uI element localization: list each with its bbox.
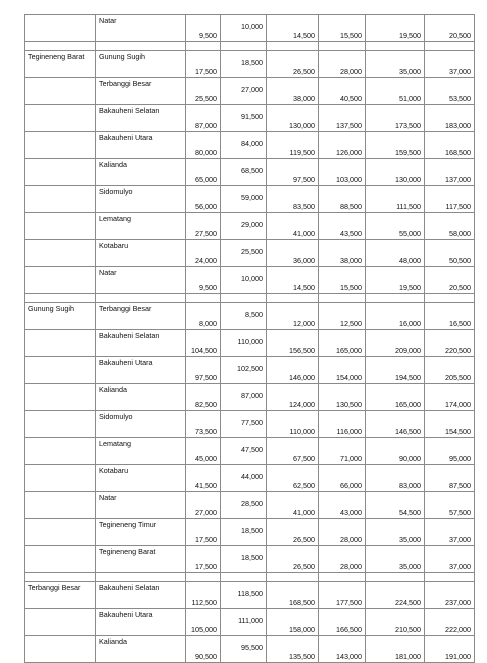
spacer-cell <box>25 294 96 303</box>
tariff-value-class-1: 104,500 <box>186 330 221 357</box>
tariff-value-class-4: 15,500 <box>319 15 366 42</box>
tariff-value-class-3: 26,500 <box>267 546 319 573</box>
destination-gate-cell: Tegineneng Timur <box>96 519 186 546</box>
tariff-value-class-4: 137,500 <box>319 105 366 132</box>
tariff-value-class-5: 48,000 <box>366 240 425 267</box>
tariff-value-class-2: 18,500 <box>221 51 267 78</box>
tariff-value-class-4: 40,500 <box>319 78 366 105</box>
spacer-cell <box>221 42 267 51</box>
origin-gate-cell <box>25 438 96 465</box>
tariff-value-class-1: 24,000 <box>186 240 221 267</box>
destination-gate-cell: Sidomulyo <box>96 411 186 438</box>
tariff-value-class-4: 43,000 <box>319 492 366 519</box>
tariff-value-class-4: 43,500 <box>319 213 366 240</box>
tariff-row <box>25 384 475 411</box>
tariff-value-class-4: 126,000 <box>319 132 366 159</box>
tariff-row <box>25 357 475 384</box>
spacer-cell <box>267 42 319 51</box>
tariff-value-class-1: 17,500 <box>186 546 221 573</box>
tariff-value-class-1: 56,000 <box>186 186 221 213</box>
spacer-cell <box>267 294 319 303</box>
tariff-row <box>25 303 475 330</box>
tariff-value-class-1: 65,000 <box>186 159 221 186</box>
section-spacer-row <box>25 42 475 51</box>
tariff-value-class-4: 130,500 <box>319 384 366 411</box>
tariff-value-class-5: 159,500 <box>366 132 425 159</box>
destination-gate-cell: Sidomulyo <box>96 186 186 213</box>
spacer-cell <box>186 573 221 582</box>
origin-gate-cell: Terbanggi Besar <box>25 582 96 609</box>
tariff-row <box>25 78 475 105</box>
tariff-value-class-6: 57,500 <box>425 492 475 519</box>
tariff-value-class-3: 135,500 <box>267 636 319 663</box>
tariff-value-class-4: 71,000 <box>319 438 366 465</box>
tariff-value-class-6: 183,000 <box>425 105 475 132</box>
tariff-value-class-2: 87,000 <box>221 384 267 411</box>
tariff-value-class-5: 181,000 <box>366 636 425 663</box>
destination-gate-cell: Kalianda <box>96 159 186 186</box>
tariff-value-class-6: 37,000 <box>425 546 475 573</box>
spacer-cell <box>25 42 96 51</box>
tariff-row <box>25 582 475 609</box>
tariff-row <box>25 492 475 519</box>
tariff-row <box>25 546 475 573</box>
tariff-value-class-2: 18,500 <box>221 519 267 546</box>
destination-gate-cell: Bakauheni Utara <box>96 132 186 159</box>
tariff-value-class-4: 15,500 <box>319 267 366 294</box>
tariff-row <box>25 15 475 42</box>
destination-gate-cell: Bakauheni Selatan <box>96 330 186 357</box>
destination-gate-cell: Kotabaru <box>96 240 186 267</box>
spacer-cell <box>425 294 475 303</box>
tariff-value-class-5: 165,000 <box>366 384 425 411</box>
tariff-value-class-3: 62,500 <box>267 465 319 492</box>
tariff-row <box>25 636 475 663</box>
tariff-value-class-1: 27,000 <box>186 492 221 519</box>
tariff-value-class-1: 82,500 <box>186 384 221 411</box>
tariff-value-class-2: 118,500 <box>221 582 267 609</box>
tariff-value-class-2: 59,000 <box>221 186 267 213</box>
origin-gate-cell <box>25 492 96 519</box>
tariff-value-class-4: 28,000 <box>319 546 366 573</box>
destination-gate-cell: Natar <box>96 267 186 294</box>
destination-gate-cell: Terbanggi Besar <box>96 78 186 105</box>
section-spacer-row <box>25 294 475 303</box>
tariff-value-class-5: 19,500 <box>366 267 425 294</box>
tariff-value-class-1: 25,500 <box>186 78 221 105</box>
destination-gate-cell: Bakauheni Utara <box>96 357 186 384</box>
spacer-cell <box>366 42 425 51</box>
origin-gate-cell <box>25 267 96 294</box>
tariff-value-class-4: 103,000 <box>319 159 366 186</box>
tariff-value-class-4: 166,500 <box>319 609 366 636</box>
tariff-row <box>25 105 475 132</box>
origin-gate-cell <box>25 519 96 546</box>
tariff-value-class-5: 16,000 <box>366 303 425 330</box>
tariff-row <box>25 519 475 546</box>
tariff-value-class-6: 237,000 <box>425 582 475 609</box>
tariff-row <box>25 51 475 78</box>
spacer-cell <box>96 294 186 303</box>
tariff-value-class-4: 116,000 <box>319 411 366 438</box>
tariff-value-class-1: 17,500 <box>186 519 221 546</box>
tariff-value-class-3: 130,000 <box>267 105 319 132</box>
tariff-row <box>25 465 475 492</box>
destination-gate-cell: Bakauheni Utara <box>96 609 186 636</box>
tariff-value-class-2: 25,500 <box>221 240 267 267</box>
tariff-value-class-2: 28,500 <box>221 492 267 519</box>
tariff-value-class-1: 45,000 <box>186 438 221 465</box>
tariff-value-class-5: 35,000 <box>366 546 425 573</box>
origin-gate-cell: Tegineneng Barat <box>25 51 96 78</box>
tariff-value-class-3: 119,500 <box>267 132 319 159</box>
tariff-value-class-6: 16,500 <box>425 303 475 330</box>
destination-gate-cell: Gunung Sugih <box>96 51 186 78</box>
tariff-row <box>25 609 475 636</box>
tariff-value-class-1: 41,500 <box>186 465 221 492</box>
tariff-row <box>25 240 475 267</box>
tariff-value-class-2: 77,500 <box>221 411 267 438</box>
tariff-row <box>25 411 475 438</box>
tariff-value-class-5: 210,500 <box>366 609 425 636</box>
tariff-value-class-4: 88,500 <box>319 186 366 213</box>
destination-gate-cell: Kalianda <box>96 384 186 411</box>
origin-gate-cell <box>25 384 96 411</box>
tariff-value-class-5: 55,000 <box>366 213 425 240</box>
tariff-value-class-3: 83,500 <box>267 186 319 213</box>
tariff-value-class-1: 87,000 <box>186 105 221 132</box>
toll-tariff-table <box>24 14 475 663</box>
tariff-value-class-2: 102,500 <box>221 357 267 384</box>
tariff-value-class-4: 12,500 <box>319 303 366 330</box>
destination-gate-cell: Terbanggi Besar <box>96 303 186 330</box>
spacer-cell <box>425 42 475 51</box>
tariff-value-class-3: 36,000 <box>267 240 319 267</box>
tariff-value-class-2: 29,000 <box>221 213 267 240</box>
tariff-value-class-6: 58,000 <box>425 213 475 240</box>
tariff-value-class-6: 53,500 <box>425 78 475 105</box>
tariff-row <box>25 267 475 294</box>
section-spacer-row <box>25 573 475 582</box>
tariff-value-class-5: 19,500 <box>366 15 425 42</box>
origin-gate-cell <box>25 15 96 42</box>
tariff-value-class-5: 54,500 <box>366 492 425 519</box>
tariff-row <box>25 213 475 240</box>
tariff-value-class-5: 35,000 <box>366 519 425 546</box>
tariff-value-class-2: 91,500 <box>221 105 267 132</box>
tariff-value-class-5: 146,500 <box>366 411 425 438</box>
destination-gate-cell: Kalianda <box>96 636 186 663</box>
tariff-value-class-2: 68,500 <box>221 159 267 186</box>
destination-gate-cell: Lematang <box>96 438 186 465</box>
tariff-value-class-4: 28,000 <box>319 51 366 78</box>
tariff-value-class-3: 14,500 <box>267 15 319 42</box>
spacer-cell <box>267 573 319 582</box>
tariff-value-class-1: 90,500 <box>186 636 221 663</box>
tariff-value-class-6: 168,500 <box>425 132 475 159</box>
tariff-row <box>25 438 475 465</box>
tariff-value-class-3: 41,000 <box>267 492 319 519</box>
tariff-value-class-5: 130,000 <box>366 159 425 186</box>
tariff-value-class-5: 173,500 <box>366 105 425 132</box>
tariff-value-class-3: 110,000 <box>267 411 319 438</box>
destination-gate-cell: Bakauheni Selatan <box>96 105 186 132</box>
origin-gate-cell <box>25 105 96 132</box>
tariff-value-class-6: 95,000 <box>425 438 475 465</box>
tariff-value-class-1: 9,500 <box>186 15 221 42</box>
tariff-value-class-5: 51,000 <box>366 78 425 105</box>
tariff-value-class-6: 50,500 <box>425 240 475 267</box>
tariff-value-class-2: 10,000 <box>221 267 267 294</box>
tariff-value-class-1: 97,500 <box>186 357 221 384</box>
tariff-value-class-6: 20,500 <box>425 267 475 294</box>
spacer-cell <box>319 573 366 582</box>
tariff-value-class-6: 87,500 <box>425 465 475 492</box>
tariff-value-class-6: 191,000 <box>425 636 475 663</box>
spacer-cell <box>425 573 475 582</box>
destination-gate-cell: Tegineneng Barat <box>96 546 186 573</box>
spacer-cell <box>221 573 267 582</box>
tariff-value-class-6: 222,000 <box>425 609 475 636</box>
tariff-value-class-3: 124,000 <box>267 384 319 411</box>
tariff-value-class-3: 41,000 <box>267 213 319 240</box>
tariff-value-class-5: 224,500 <box>366 582 425 609</box>
tariff-value-class-1: 112,500 <box>186 582 221 609</box>
tariff-value-class-1: 105,000 <box>186 609 221 636</box>
origin-gate-cell <box>25 546 96 573</box>
origin-gate-cell <box>25 330 96 357</box>
spacer-cell <box>186 294 221 303</box>
tariff-value-class-6: 154,500 <box>425 411 475 438</box>
destination-gate-cell: Lematang <box>96 213 186 240</box>
origin-gate-cell <box>25 186 96 213</box>
tariff-value-class-2: 44,000 <box>221 465 267 492</box>
spacer-cell <box>96 573 186 582</box>
tariff-value-class-3: 67,500 <box>267 438 319 465</box>
tariff-row <box>25 186 475 213</box>
tariff-value-class-3: 26,500 <box>267 51 319 78</box>
tariff-value-class-2: 27,000 <box>221 78 267 105</box>
tariff-value-class-4: 143,000 <box>319 636 366 663</box>
tariff-value-class-2: 84,000 <box>221 132 267 159</box>
origin-gate-cell <box>25 609 96 636</box>
destination-gate-cell: Natar <box>96 15 186 42</box>
tariff-value-class-4: 38,000 <box>319 240 366 267</box>
tariff-value-class-6: 37,000 <box>425 51 475 78</box>
tariff-value-class-3: 158,000 <box>267 609 319 636</box>
origin-gate-cell <box>25 159 96 186</box>
tariff-value-class-1: 80,000 <box>186 132 221 159</box>
tariff-value-class-6: 117,500 <box>425 186 475 213</box>
tariff-value-class-2: 10,000 <box>221 15 267 42</box>
tariff-value-class-6: 220,500 <box>425 330 475 357</box>
origin-gate-cell <box>25 78 96 105</box>
spacer-cell <box>319 294 366 303</box>
tariff-value-class-1: 9,500 <box>186 267 221 294</box>
tariff-value-class-2: 8,500 <box>221 303 267 330</box>
tariff-value-class-6: 205,500 <box>425 357 475 384</box>
tariff-value-class-1: 27,500 <box>186 213 221 240</box>
tariff-value-class-5: 209,000 <box>366 330 425 357</box>
tariff-value-class-1: 73,500 <box>186 411 221 438</box>
origin-gate-cell <box>25 357 96 384</box>
origin-gate-cell: Gunung Sugih <box>25 303 96 330</box>
tariff-row <box>25 132 475 159</box>
tariff-value-class-5: 83,000 <box>366 465 425 492</box>
origin-gate-cell <box>25 411 96 438</box>
destination-gate-cell: Kotabaru <box>96 465 186 492</box>
tariff-value-class-5: 194,500 <box>366 357 425 384</box>
tariff-value-class-3: 38,000 <box>267 78 319 105</box>
tariff-value-class-2: 47,500 <box>221 438 267 465</box>
tariff-value-class-4: 177,500 <box>319 582 366 609</box>
tariff-value-class-3: 14,500 <box>267 267 319 294</box>
tariff-row <box>25 159 475 186</box>
origin-gate-cell <box>25 213 96 240</box>
tariff-value-class-3: 168,500 <box>267 582 319 609</box>
tariff-value-class-6: 20,500 <box>425 15 475 42</box>
spacer-cell <box>319 42 366 51</box>
origin-gate-cell <box>25 636 96 663</box>
origin-gate-cell <box>25 240 96 267</box>
tariff-value-class-6: 137,000 <box>425 159 475 186</box>
tariff-table-body <box>25 15 475 663</box>
tariff-value-class-5: 35,000 <box>366 51 425 78</box>
destination-gate-cell: Natar <box>96 492 186 519</box>
tariff-value-class-3: 26,500 <box>267 519 319 546</box>
spacer-cell <box>366 294 425 303</box>
tariff-value-class-5: 90,000 <box>366 438 425 465</box>
tariff-value-class-1: 8,000 <box>186 303 221 330</box>
tariff-value-class-2: 95,500 <box>221 636 267 663</box>
tariff-row <box>25 330 475 357</box>
spacer-cell <box>186 42 221 51</box>
tariff-value-class-3: 156,500 <box>267 330 319 357</box>
origin-gate-cell <box>25 465 96 492</box>
tariff-value-class-2: 110,000 <box>221 330 267 357</box>
tariff-value-class-3: 12,000 <box>267 303 319 330</box>
destination-gate-cell: Bakauheni Selatan <box>96 582 186 609</box>
tariff-value-class-4: 154,000 <box>319 357 366 384</box>
tariff-value-class-5: 111,500 <box>366 186 425 213</box>
tariff-value-class-6: 174,000 <box>425 384 475 411</box>
tariff-value-class-4: 165,000 <box>319 330 366 357</box>
spacer-cell <box>96 42 186 51</box>
origin-gate-cell <box>25 132 96 159</box>
tariff-value-class-4: 28,000 <box>319 519 366 546</box>
spacer-cell <box>221 294 267 303</box>
spacer-cell <box>366 573 425 582</box>
tariff-value-class-4: 66,000 <box>319 465 366 492</box>
tariff-value-class-6: 37,000 <box>425 519 475 546</box>
spacer-cell <box>25 573 96 582</box>
tariff-value-class-3: 97,500 <box>267 159 319 186</box>
tariff-value-class-2: 111,000 <box>221 609 267 636</box>
tariff-value-class-2: 18,500 <box>221 546 267 573</box>
tariff-value-class-1: 17,500 <box>186 51 221 78</box>
tariff-value-class-3: 146,000 <box>267 357 319 384</box>
